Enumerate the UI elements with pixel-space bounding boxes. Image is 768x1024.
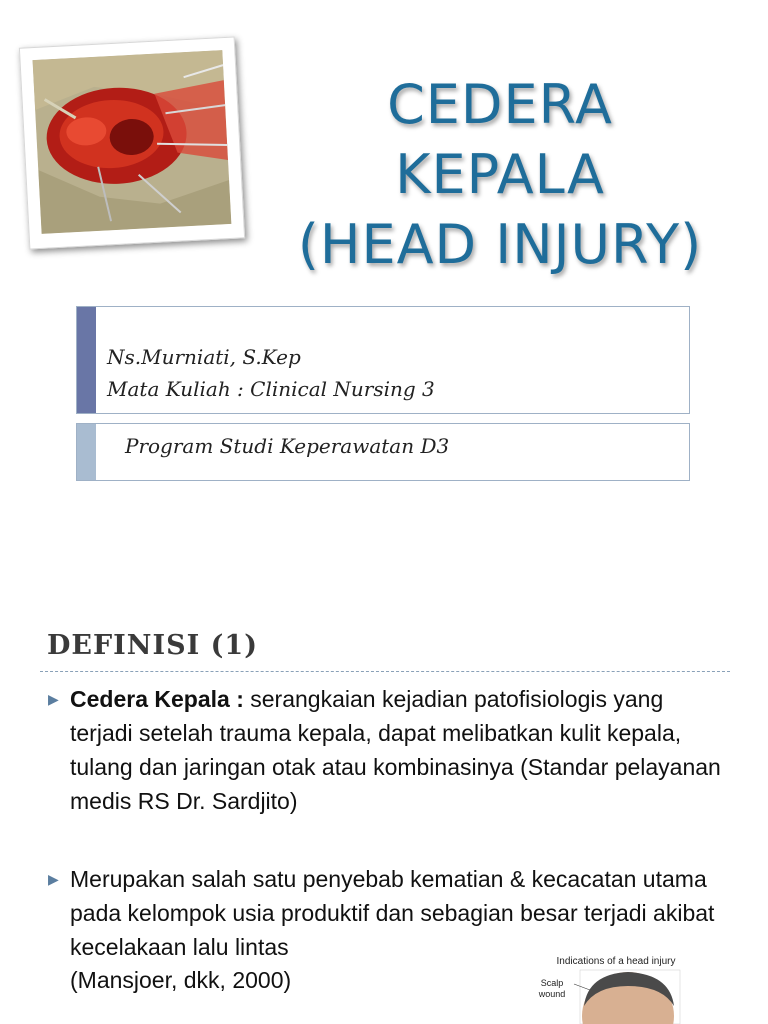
definition-title: DEFINISI (1) <box>47 630 258 661</box>
figure-label-scalp-wound: Scalp wound <box>538 978 566 999</box>
program-name: Program Studi Keperawatan D3 <box>125 434 450 458</box>
title-line-2: KEPALA <box>395 143 605 206</box>
surgery-photo <box>33 50 232 234</box>
surgery-photo-illustration <box>33 50 232 234</box>
slide-title <box>250 70 750 280</box>
program-box <box>76 423 690 481</box>
bullet-cause-text: Merupakan salah satu penyebab kematian & kecacatan utama pada kelompok usia produktif dan sebagian besar terjadi akibat kecelakaan lalu lintas <box>70 866 715 960</box>
author-box <box>76 306 690 414</box>
author-name: Ns.Murniati, S.Kep <box>107 345 301 369</box>
author-box-accent <box>77 307 96 413</box>
triangle-right-icon: ▶ <box>48 871 59 887</box>
bullet-cause <box>48 862 728 964</box>
definition-slide <box>0 580 768 1024</box>
definition-body: serangkaian kejadian patofisiologis yang terjadi setelah trauma kepala, dapat melibatkan kulit kepala, tulang dan jaringan otak atau kombinasinya (Standar pelayanan medis RS Dr. Sardjito) <box>70 686 721 814</box>
title-line-3: (HEAD INJURY) <box>297 213 703 276</box>
program-box-accent <box>77 424 96 480</box>
bullet-cause-source: (Mansjoer, dkk, 2000) <box>70 967 292 993</box>
author-box-text <box>107 341 435 405</box>
figure-title: Indications of a head injury <box>556 956 676 967</box>
head-injury-figure <box>530 956 690 1024</box>
surgery-photo-frame <box>19 36 245 249</box>
triangle-right-icon: ▶ <box>48 691 59 707</box>
head-illustration <box>530 956 690 1024</box>
bullet-definition-text <box>70 682 728 818</box>
bullet-definition <box>48 682 728 818</box>
title-line-1: CEDERA <box>387 73 613 136</box>
definition-term: Cedera Kepala : <box>70 686 244 712</box>
title-divider <box>40 671 730 672</box>
course-name: Mata Kuliah : Clinical Nursing 3 <box>107 377 435 401</box>
